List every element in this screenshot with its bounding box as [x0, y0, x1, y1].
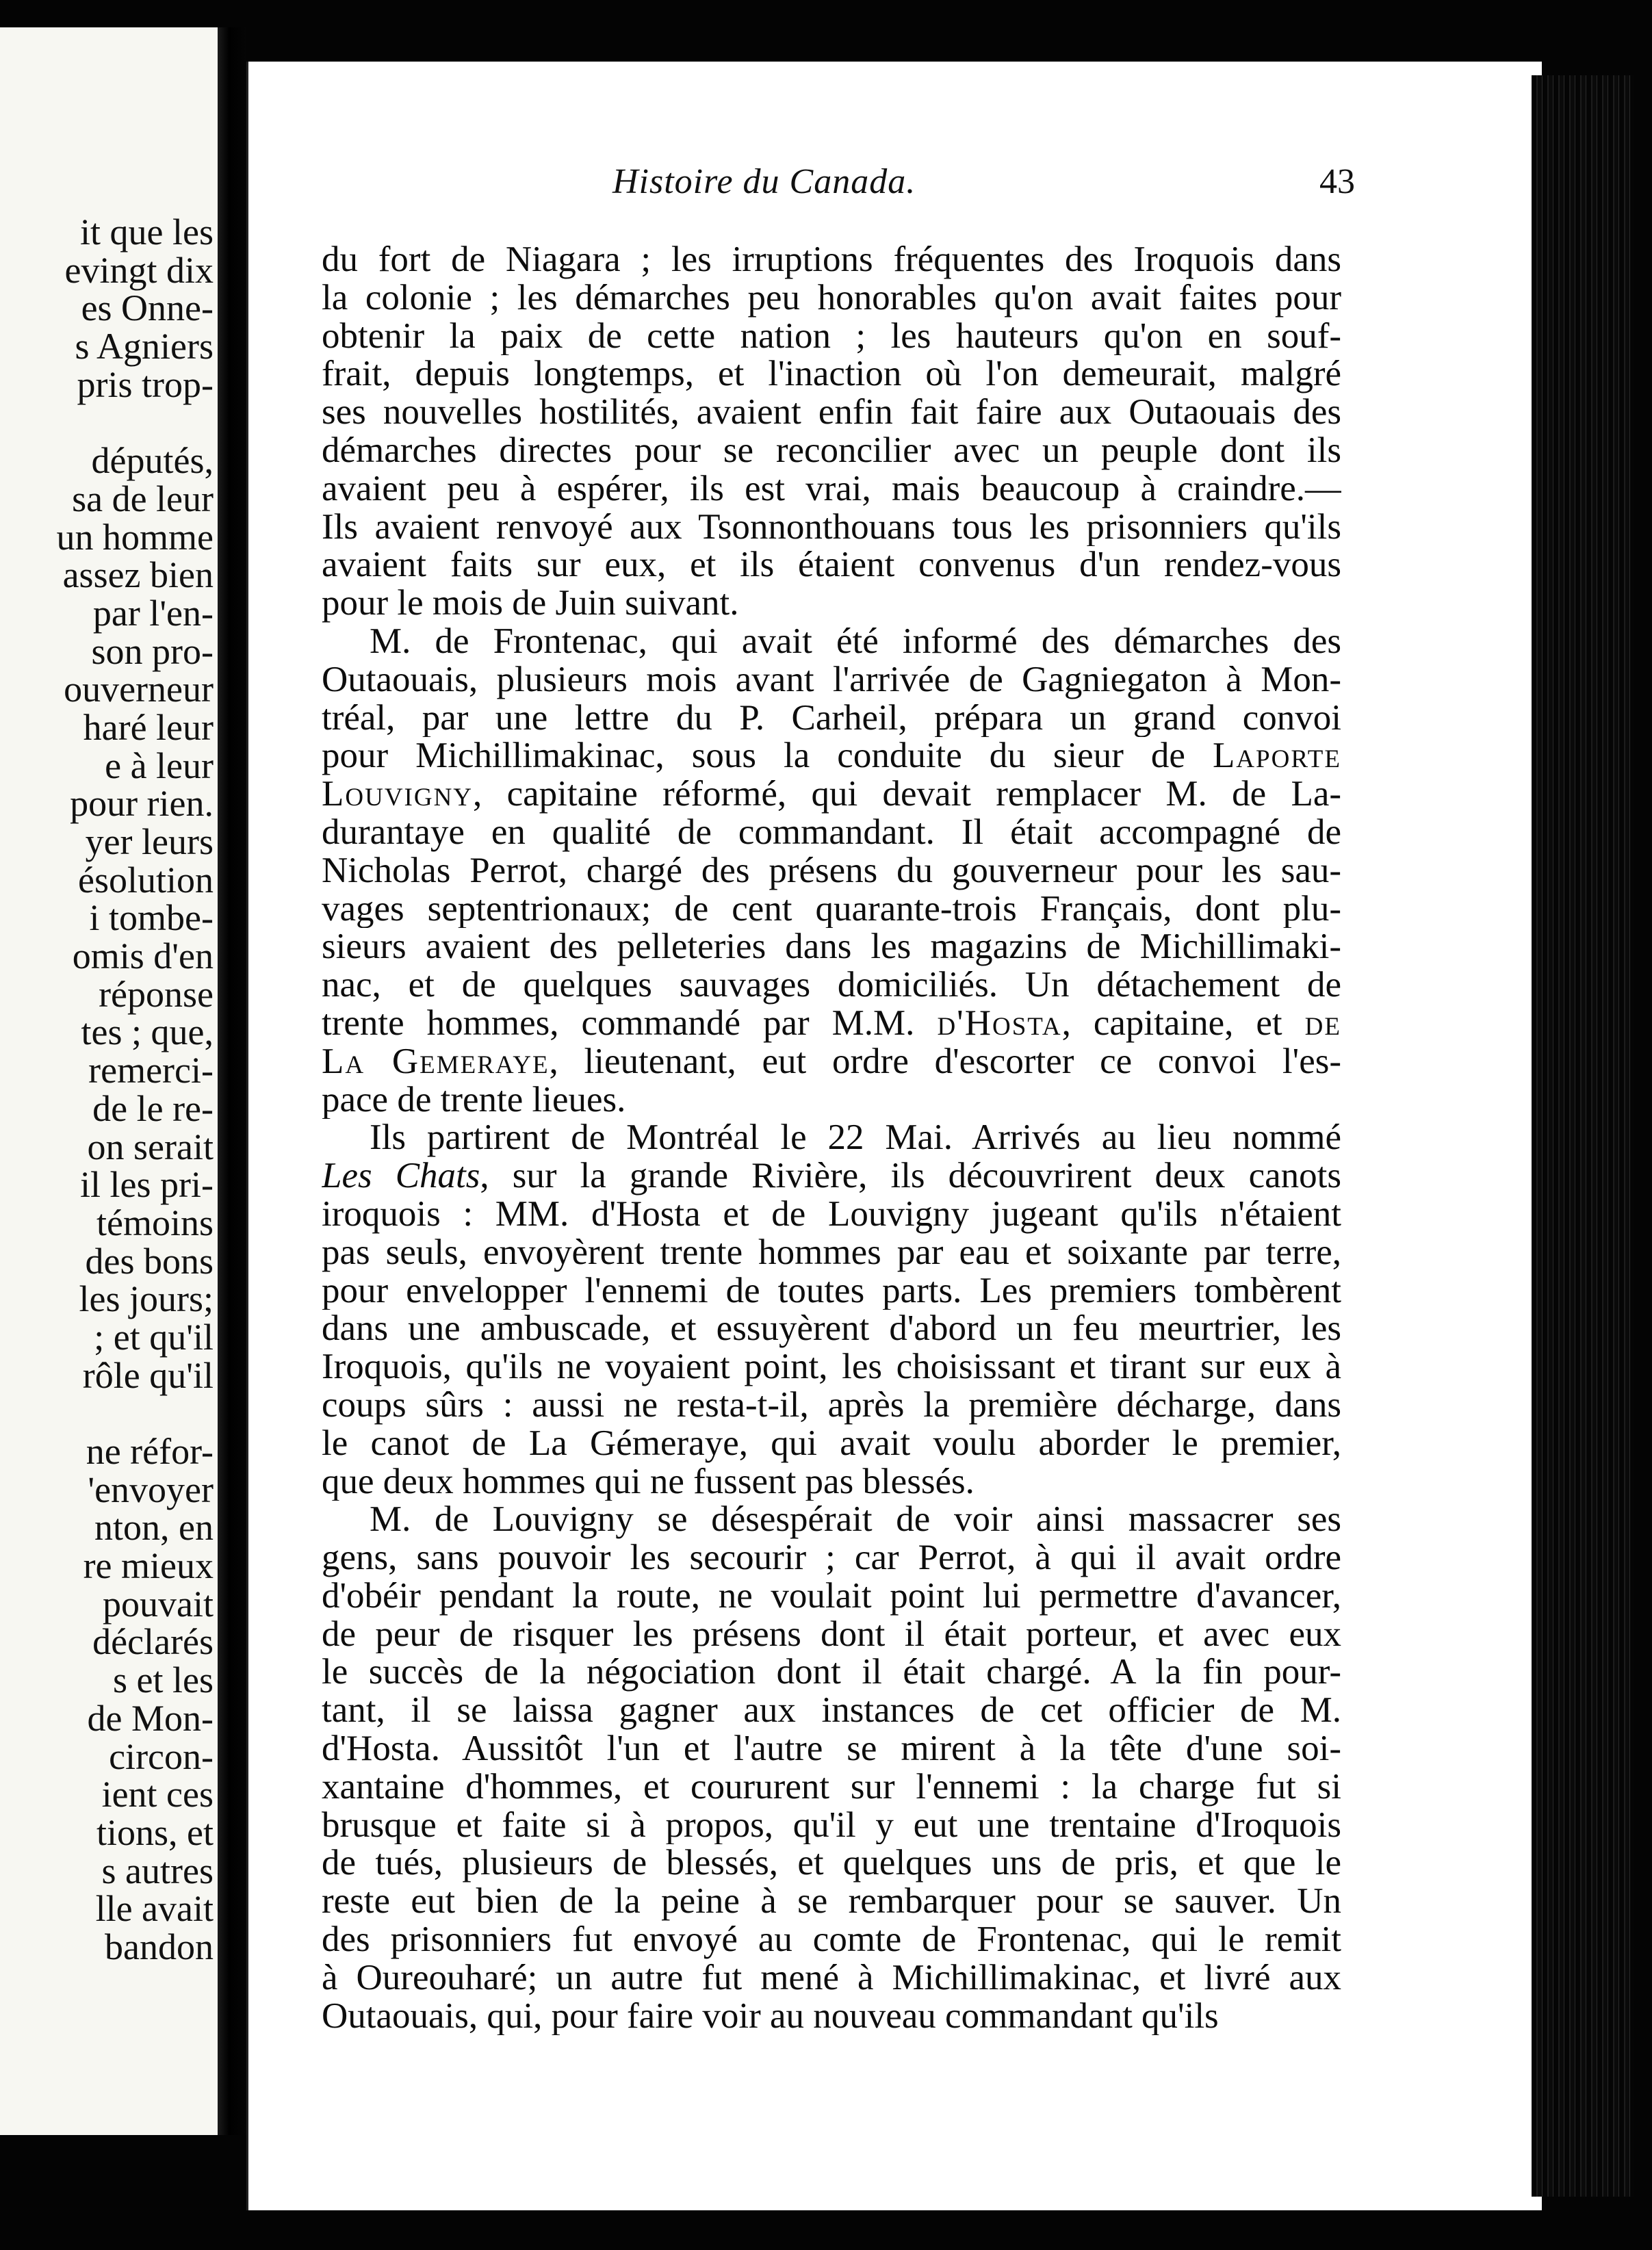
small-caps-name: Louvigny [322, 775, 474, 814]
facing-page-line: lle avait [95, 1888, 214, 1930]
text-line: Outaouais, qui, pour faire voir au nouveau commandant qu'ils [322, 1997, 1219, 2036]
facing-page-line: ouverneur [64, 669, 214, 710]
facing-page-line: députés, [91, 440, 214, 482]
text-line [322, 1157, 1341, 1195]
text-line: des prisonniers fut envoyé au comte de Frontenac, qui le remit [322, 1921, 1341, 1959]
text-line: tréal, par une lettre du P. Carheil, prépara un grand convoi [322, 699, 1341, 738]
text-line: Ils avaient renvoyé aux Tsonnonthouans tous les prisonniers qu'ils [322, 508, 1341, 547]
text-line: le canot de La Gémeraye, qui avait voulu aborder le premier, [322, 1424, 1341, 1463]
facing-page-line: déclarés [92, 1621, 214, 1663]
text-line: avaient faits sur eux, et ils étaient convenus d'un rendez-vous [322, 546, 1341, 585]
text-line [322, 775, 1341, 814]
facing-page-line: des bons [85, 1240, 214, 1282]
text-line: Nicholas Perrot, chargé des présens du gouverneur pour les sau- [322, 851, 1341, 890]
facing-page-line: pris trop- [77, 363, 214, 405]
text-line: nac, et de quelques sauvages domiciliés. Un détachement de [322, 966, 1341, 1005]
text-line: vages septentrionaux; de cent quarante-trois Français, dont plu- [322, 890, 1341, 929]
text-line: avaient peu à espérer, ils est vrai, mais beaucoup à craindre.— [322, 469, 1341, 508]
facing-page-line: réponse [99, 973, 214, 1015]
facing-page-line: s Agniers [75, 326, 214, 367]
text-line: Ils partirent de Montréal le 22 Mai. Arrivés au lieu nommé [370, 1119, 1341, 1158]
facing-page-line: tes ; que, [81, 1011, 214, 1053]
facing-page-line: ne réfor- [86, 1431, 214, 1472]
text-line: coups sûrs : aussi ne resta-t-il, après la première décharge, dans [322, 1386, 1341, 1425]
facing-page-line: de le re- [92, 1087, 214, 1129]
text-segment: pour Michillimakinac, sous la conduite du sieur de [322, 737, 1213, 776]
body-text [322, 241, 1341, 2035]
facing-page-line: e à leur [105, 745, 214, 786]
book-gutter [218, 27, 246, 2135]
text-line: ses nouvelles hostilités, avaient enfin fait faire aux Outaouais des [322, 393, 1341, 432]
text-segment: , lieutenant, eut ordre d'escorter ce convoi l'es- [549, 1042, 1341, 1081]
text-line: la colonie ; les démarches peu honorables qu'on avait faites pour [322, 279, 1341, 318]
facing-page-line: it que les [80, 211, 214, 253]
text-line: sieurs avaient des pelleteries dans les magazins de Michillimaki- [322, 928, 1341, 967]
text-line: de peur de risquer les présens dont il était porteur, et avec eux [322, 1615, 1341, 1654]
text-segment: , capitaine, et [1061, 1004, 1305, 1043]
text-line: tant, il se laissa gagner aux instances de cet officier de M. [322, 1692, 1341, 1731]
text-line: à Oureouharé; un autre fut mené à Michillimakinac, et livré aux [322, 1958, 1341, 1997]
text-line: brusque et faite si à propos, qu'il y eut une trentaine d'Iroquois [322, 1806, 1341, 1845]
text-line: d'Hosta. Aussitôt l'un et l'autre se mirent à la tête d'une soi- [322, 1730, 1341, 1768]
facing-page-line: s autres [101, 1850, 214, 1891]
facing-page-line: rôle qu'il [82, 1354, 214, 1396]
facing-page-text [0, 211, 214, 1967]
text-line: Outaouais, plusieurs mois avant l'arrivée de Gagniegaton à Mon- [322, 660, 1341, 699]
facing-page-line: il les pri- [80, 1164, 214, 1206]
text-line: pace de trente lieues. [322, 1081, 626, 1120]
text-line: que deux hommes qui ne fussent pas blessés. [322, 1462, 975, 1501]
facing-page-line: ient ces [101, 1774, 214, 1815]
facing-page-line: evingt dix [64, 249, 214, 291]
facing-page-line: i tombe- [89, 897, 214, 939]
text-line: du fort de Niagara ; les irruptions fréquentes des Iroquois dans [322, 241, 1341, 279]
facing-page-line: nton, en [94, 1507, 214, 1549]
text-line: de tués, plusieurs de blessés, et quelques uns de pris, et que le [322, 1844, 1341, 1883]
small-caps-name: Laporte [1212, 737, 1341, 776]
paragraph-4 [322, 1501, 1341, 2035]
text-line: pour envelopper l'ennemi de toutes parts. Les premiers tombèrent [322, 1271, 1341, 1310]
facing-page-line: son pro- [91, 630, 214, 672]
running-title: Histoire du Canada. [612, 162, 916, 201]
facing-page-line: tions, et [96, 1811, 214, 1853]
text-line: durantaye en qualité de commandant. Il était accompagné de [322, 813, 1341, 852]
facing-page-line: omis d'en [72, 935, 214, 977]
text-line: dans une ambuscade, et essuyèrent d'abord un feu meurtrier, les [322, 1310, 1341, 1349]
facing-page-line: s et les [113, 1659, 214, 1701]
text-line: pour le mois de Juin suivant. [322, 584, 739, 623]
paragraph-1 [322, 241, 1341, 623]
facing-page-line: pouvait [103, 1583, 214, 1625]
facing-page-line: par l'en- [92, 592, 214, 634]
small-caps-name: La Gemeraye [322, 1042, 550, 1081]
facing-page-line: remerci- [88, 1050, 214, 1091]
facing-page-line: re mieux [83, 1545, 214, 1587]
facing-page-line [0, 1395, 214, 1433]
facing-page-line [0, 404, 214, 442]
text-line: le succès de la négociation dont il était chargé. A la fin pour- [322, 1653, 1341, 1692]
text-line: gens, sans pouvoir les secourir ; car Perrot, à qui il avait ordre [322, 1539, 1341, 1577]
text-segment: , capitaine réformé, qui devait remplacer M. de La- [473, 775, 1341, 814]
facing-page-line: témoins [96, 1202, 214, 1243]
facing-page-line: haré leur [83, 706, 214, 748]
facing-page-line: un homme [56, 516, 214, 558]
facing-page-line: 'envoyer [88, 1469, 214, 1510]
text-segment: , sur la grande Rivière, ils découvrirent deux canots [480, 1157, 1341, 1195]
facing-page-line: les jours; [79, 1278, 214, 1320]
facing-page-line: on serait [87, 1126, 214, 1167]
paragraph-3 [322, 1119, 1341, 1501]
text-line [322, 1043, 1341, 1081]
facing-page-line: sa de leur [72, 478, 214, 519]
text-line: Iroquois, qu'ils ne voyaient point, les choisissant et tirant sur eux à [322, 1348, 1341, 1386]
facing-page-line: bandon [105, 1926, 214, 1967]
facing-page-line: de Mon- [87, 1697, 214, 1739]
text-line: M. de Louvigny se désespérait de voir ainsi massacrer ses [370, 1501, 1341, 1540]
page-number: 43 [1319, 162, 1355, 201]
facing-page-line: es Onne- [81, 287, 214, 329]
text-line: frait, depuis longtemps, et l'inaction où l'on demeurait, malgré [322, 355, 1341, 394]
text-line: démarches directes pour se reconcilier avec un peuple dont ils [322, 431, 1341, 470]
small-caps-name: de [1304, 1004, 1341, 1043]
text-line: M. de Frontenac, qui avait été informé des démarches des [370, 622, 1341, 661]
text-line [322, 1005, 1341, 1043]
facing-page-left [0, 27, 218, 2135]
small-caps-name: d'Hosta [937, 1004, 1062, 1043]
text-line [322, 737, 1341, 775]
text-line: xantaine d'hommes, et coururent sur l'ennemi : la charge fut si [322, 1768, 1341, 1807]
facing-page-line: assez bien [62, 554, 214, 596]
paragraph-2 [322, 623, 1341, 1119]
text-segment: trente hommes, commandé par M.M. [322, 1004, 938, 1043]
facing-page-line: yer leurs [85, 821, 214, 862]
text-line: iroquois : MM. d'Hosta et de Louvigny jugeant qu'ils n'étaient [322, 1195, 1341, 1234]
text-line: pas seuls, envoyèrent trente hommes par eau et soixante par terre, [322, 1233, 1341, 1272]
text-line: obtenir la paix de cette nation ; les hauteurs qu'on en souf- [322, 317, 1341, 356]
facing-page-line: ; et qu'il [94, 1316, 214, 1358]
text-line: d'obéir pendant la route, ne voulait point lui permettre d'avancer, [322, 1577, 1341, 1616]
text-line: reste eut bien de la peine à se rembarquer pour se sauver. Un [322, 1883, 1341, 1922]
facing-page-line: pour rien. [70, 783, 214, 825]
page-edges [1532, 75, 1634, 2197]
italic-place-name: Les Chats [322, 1157, 480, 1195]
page-header [246, 157, 1369, 205]
facing-page-line: circon- [109, 1735, 214, 1777]
facing-page-line: ésolution [78, 859, 214, 901]
